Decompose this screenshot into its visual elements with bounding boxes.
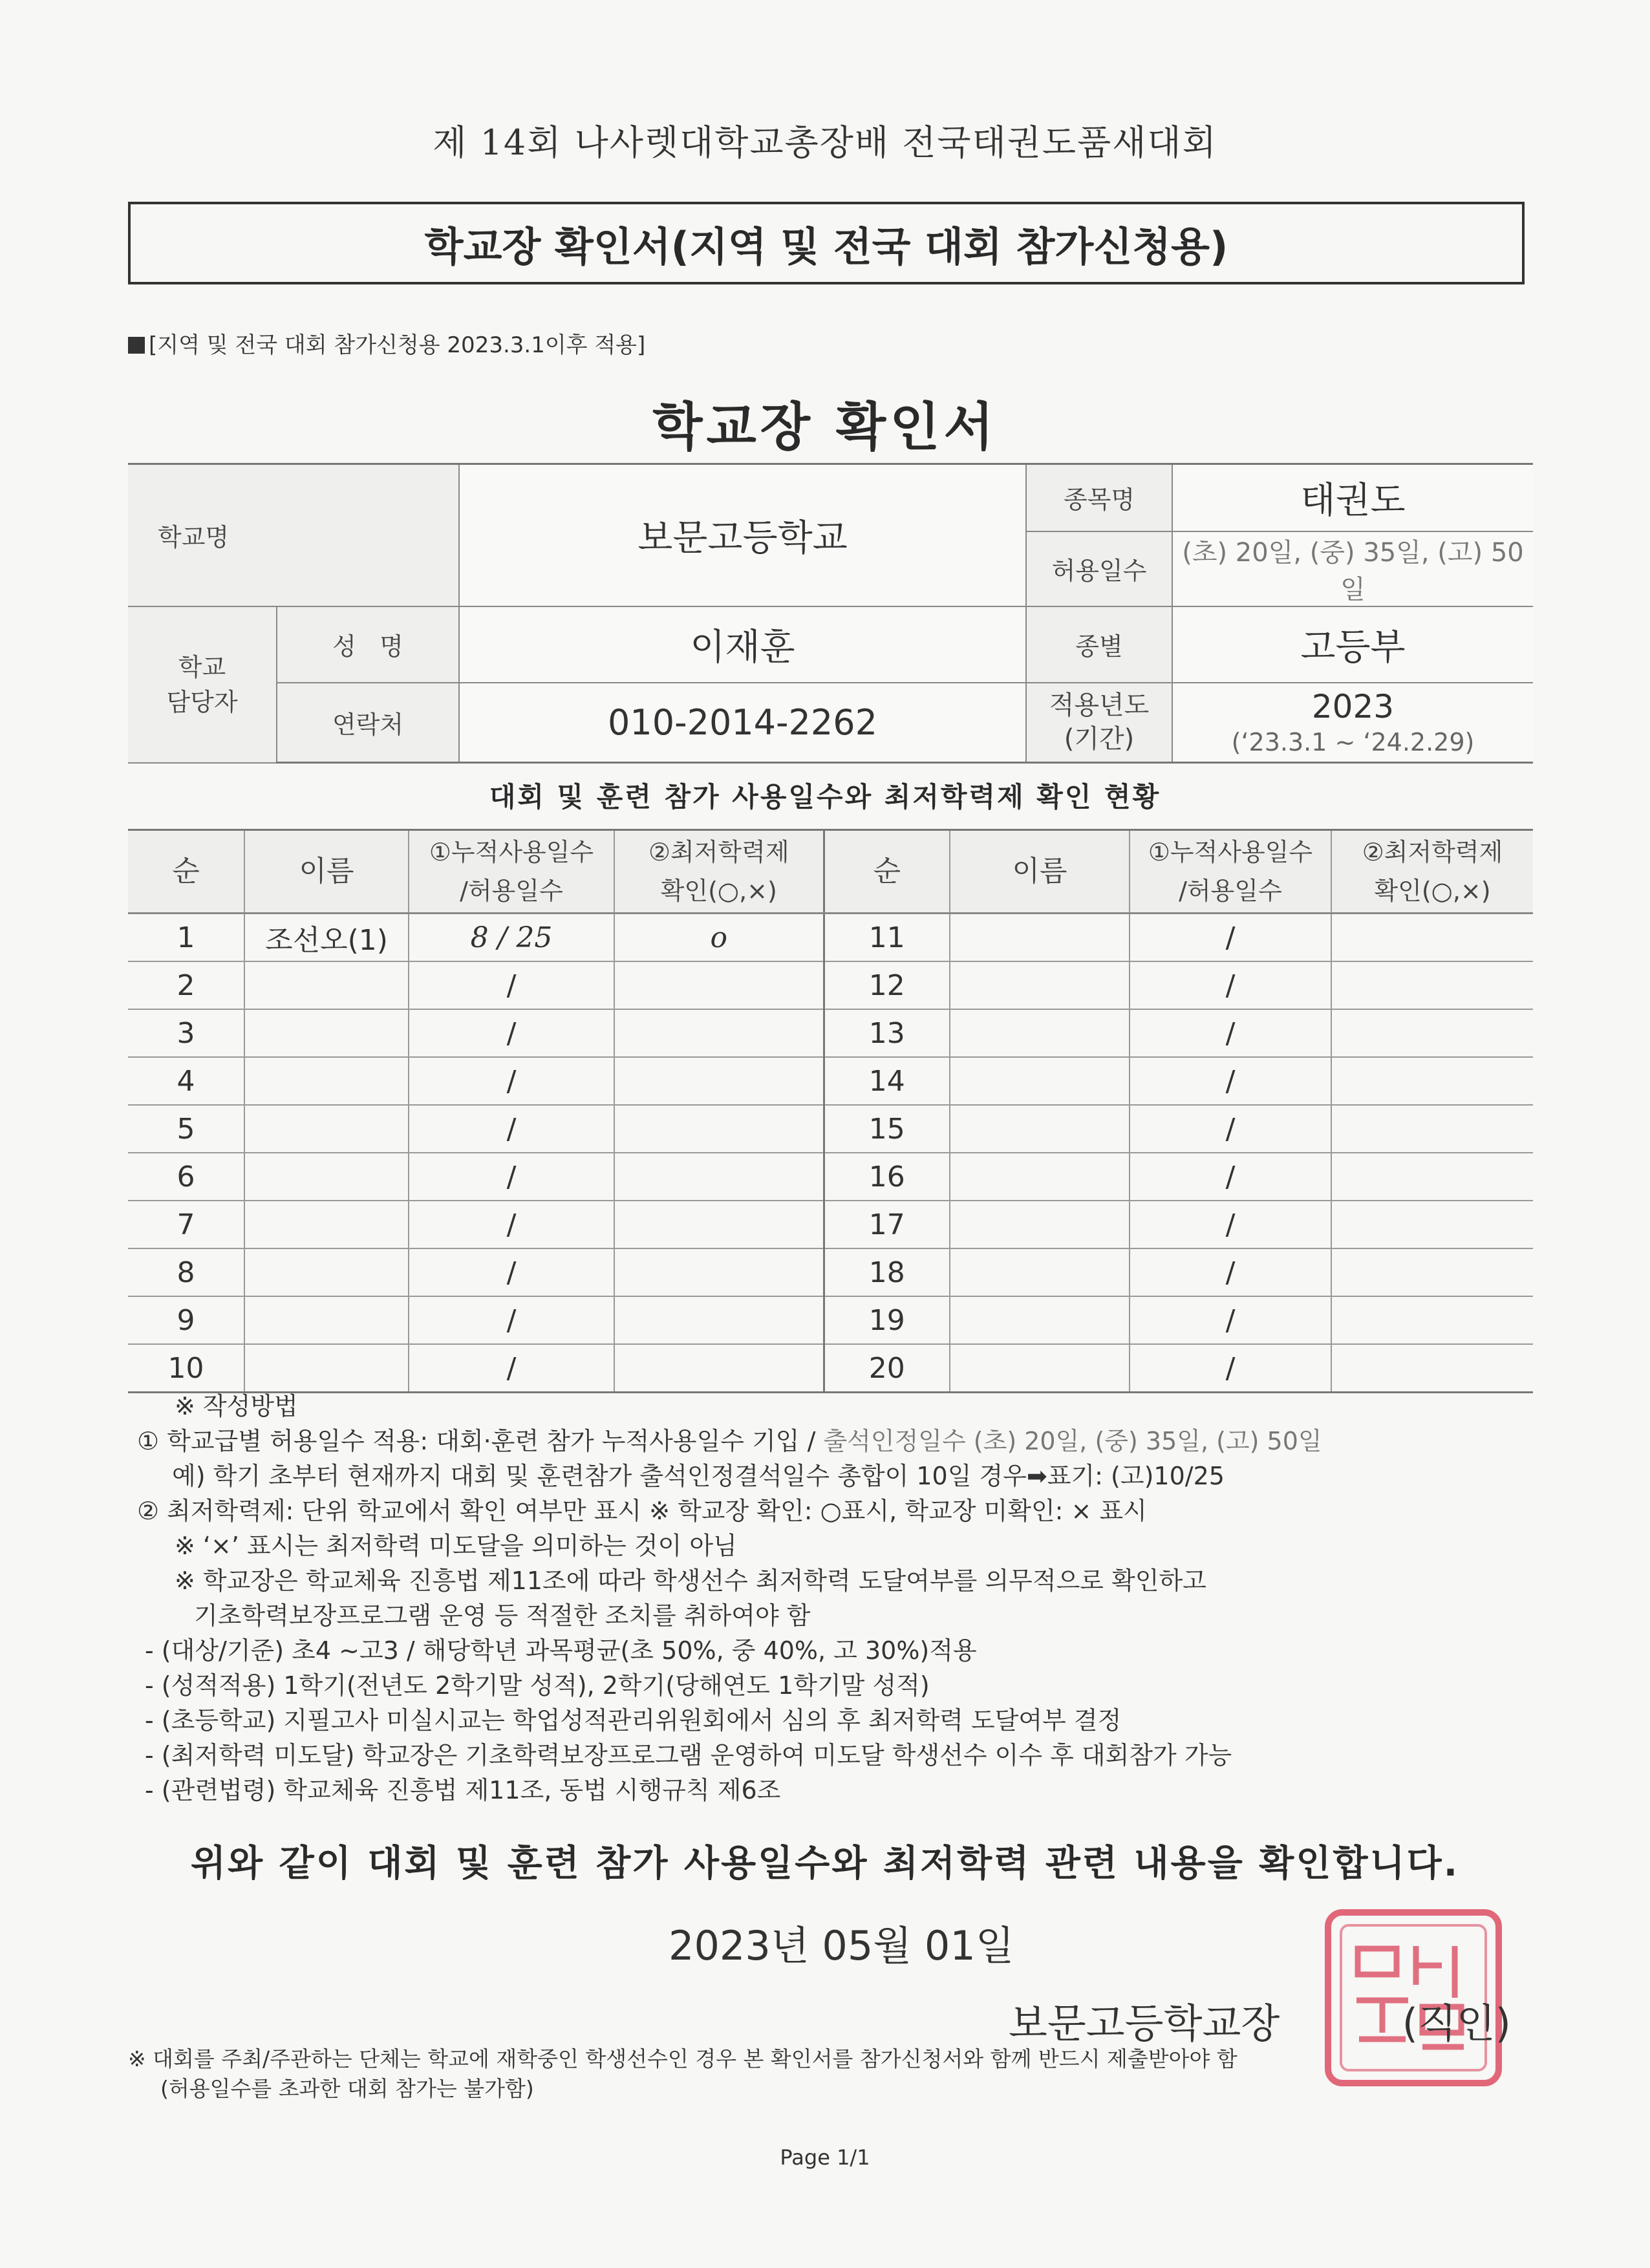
note-bullet-5: - (관련법령) 학교체육 진흥법 제11조, 동법 시행규칙 제6조 [145, 1776, 781, 1804]
square-bullet-icon [128, 337, 145, 354]
row-check [1331, 961, 1533, 1009]
usage-row [128, 1153, 1533, 1201]
apply-year-cell [1172, 683, 1533, 763]
row-name [950, 1344, 1130, 1393]
row-no: 20 [824, 1344, 950, 1393]
row-check [1331, 1153, 1533, 1201]
row-name [950, 1201, 1130, 1248]
row-days: / [409, 1296, 614, 1344]
row-no: 8 [128, 1248, 244, 1296]
sport-label: 종목명 [1026, 464, 1172, 531]
boxed-form-title: 학교장 확인서(지역 및 전국 대회 참가신청용) [128, 202, 1525, 284]
sport-value: 태권도 [1172, 464, 1533, 531]
school-name-label: 학교명 [128, 464, 459, 606]
row-no: 9 [128, 1296, 244, 1344]
row-name [244, 1201, 409, 1248]
row-name [950, 1248, 1130, 1296]
footnote-line-2: (허용일수를 초과한 대회 참가는 불가함) [160, 2076, 534, 2101]
row-name [950, 1153, 1130, 1201]
row-name [244, 1009, 409, 1057]
row-days: / [1130, 1105, 1331, 1153]
row-no: 5 [128, 1105, 244, 1153]
row-days: 8 / 25 [409, 914, 614, 962]
row-no: 2 [128, 961, 244, 1009]
row-no: 1 [128, 914, 244, 962]
division-value: 고등부 [1172, 606, 1533, 683]
row-name [244, 1105, 409, 1153]
usage-row [128, 1248, 1533, 1296]
row-name [950, 914, 1130, 962]
row-name [244, 1057, 409, 1105]
row-no: 13 [824, 1009, 950, 1057]
row-name [950, 961, 1130, 1009]
row-days: / [409, 1057, 614, 1105]
row-check [1331, 914, 1533, 962]
usage-row [128, 1009, 1533, 1057]
row-check [614, 961, 824, 1009]
manager-name-label: 성 명 [277, 606, 459, 683]
row-check [1331, 1248, 1533, 1296]
row-check [614, 1344, 824, 1393]
row-name: 조선오(1) [244, 914, 409, 962]
row-check [1331, 1296, 1533, 1344]
row-days: / [1130, 914, 1331, 962]
allowed-days-label: 허용일수 [1026, 531, 1172, 606]
note-bullet-4: - (최저학력 미도달) 학교장은 기초학력보장프로그램 운영하여 미도달 학생선수 이수 후 대회참가 가능 [145, 1741, 1232, 1770]
usage-row [128, 961, 1533, 1009]
row-no: 10 [128, 1344, 244, 1393]
row-days: / [409, 1009, 614, 1057]
row-days: / [1130, 1153, 1331, 1201]
seal-label: (직인) [1402, 2000, 1511, 2047]
main-title: 학교장 확인서 [652, 397, 998, 457]
row-no: 3 [128, 1009, 244, 1057]
row-name [244, 961, 409, 1009]
row-name [244, 1248, 409, 1296]
header-name: 이름 [950, 830, 1130, 914]
school-info-table [128, 463, 1533, 764]
note-item-2-remark-3: 기초학력보장프로그램 운영 등 적절한 조치를 취하여야 함 [194, 1601, 811, 1630]
school-name-value: 보문고등학교 [459, 464, 1026, 606]
note-item-2: ② 최저학력제: 단위 학교에서 확인 여부만 표시 ※ 학교장 확인: ○표시, 학교장 미확인: × 표시 [137, 1497, 1147, 1525]
row-name [950, 1057, 1130, 1105]
usage-row [128, 1344, 1533, 1393]
page-number: Page 1/1 [780, 2145, 870, 2170]
note-item-2-remark-1: ※ ‘×’ 표시는 최저학력 미도달을 의미하는 것이 아님 [175, 1532, 737, 1560]
usage-row [128, 1296, 1533, 1344]
row-days: / [1130, 1057, 1331, 1105]
manager-label: 학교 담당자 [128, 606, 277, 763]
row-no: 17 [824, 1201, 950, 1248]
row-check [1331, 1344, 1533, 1393]
usage-row [128, 914, 1533, 962]
row-check [614, 1248, 824, 1296]
usage-row [128, 1057, 1533, 1105]
row-no: 15 [824, 1105, 950, 1153]
apply-note-text: [지역 및 전국 대회 참가신청용 2023.3.1이후 적용] [149, 332, 646, 358]
row-name [244, 1344, 409, 1393]
header-days: ①누적사용일수 /허용일수 [1130, 830, 1331, 914]
row-check [614, 1201, 824, 1248]
apply-year-value: 2023 [1311, 688, 1395, 726]
competition-title: 제 14회 나사렛대학교총장배 전국태권도품새대회 [433, 122, 1217, 163]
notes-heading: ※ 작성방법 [175, 1392, 298, 1420]
row-days: / [409, 961, 614, 1009]
contact-label: 연락처 [277, 683, 459, 763]
row-days: / [1130, 1201, 1331, 1248]
row-days: / [409, 1344, 614, 1393]
apply-note [128, 327, 645, 359]
row-check [1331, 1105, 1533, 1153]
row-days: / [1130, 1344, 1331, 1393]
header-no: 순 [128, 830, 244, 914]
row-no: 11 [824, 914, 950, 962]
note-item-2-remark-2: ※ 학교장은 학교체육 진흥법 제11조에 따라 학생선수 최저학력 도달여부를 의무적으로 확인하고 [175, 1567, 1206, 1595]
note-bullet-1: - (대상/기준) 초4 ~고3 / 해당학년 과목평균(초 50%, 중 40%, 고 30%)적용 [145, 1636, 977, 1665]
row-no: 12 [824, 961, 950, 1009]
row-check [1331, 1009, 1533, 1057]
row-no: 19 [824, 1296, 950, 1344]
row-check [614, 1057, 824, 1105]
note-bullet-3: - (초등학교) 지필고사 미실시교는 학업성적관리위원회에서 심의 후 최저학력 도달여부 결정 [145, 1706, 1122, 1735]
row-name [244, 1153, 409, 1201]
confirm-statement: 위와 같이 대회 및 훈련 참가 사용일수와 최저학력 관련 내용을 확인합니다. [190, 1843, 1460, 1885]
row-check [614, 1296, 824, 1344]
row-name [950, 1296, 1130, 1344]
row-days: / [409, 1153, 614, 1201]
usage-table [128, 829, 1533, 1393]
row-days: / [409, 1105, 614, 1153]
footnote-line-1: ※ 대회를 주최/주관하는 단체는 학교에 재학중인 학생선수인 경우 본 확인서를 참가신청서와 함께 반드시 제출받아야 함 [128, 2046, 1238, 2071]
row-days: / [1130, 1009, 1331, 1057]
row-check [614, 1105, 824, 1153]
row-check [1331, 1201, 1533, 1248]
row-name [950, 1105, 1130, 1153]
division-label: 종별 [1026, 606, 1172, 683]
principal-title: 보문고등학교장 [1009, 2000, 1280, 2047]
row-no: 7 [128, 1201, 244, 1248]
usage-row [128, 1201, 1533, 1248]
confirm-date: 2023년 05월 01일 [669, 1922, 1014, 1969]
writing-instructions [137, 1389, 1575, 1808]
header-check: ②최저학력제 확인(○,×) [614, 830, 824, 914]
apply-year-label: 적용년도 (기간) [1026, 683, 1172, 763]
principal-signature [1009, 1991, 1511, 2049]
row-name [950, 1009, 1130, 1057]
row-days: / [409, 1248, 614, 1296]
row-days: / [409, 1201, 614, 1248]
row-check [614, 1009, 824, 1057]
row-name [244, 1296, 409, 1344]
row-days: / [1130, 1248, 1331, 1296]
footnote [128, 2044, 1550, 2104]
row-days: / [1130, 961, 1331, 1009]
note-item-1-example: 예) 학기 초부터 현재까지 대회 및 훈련참가 출석인정결석일수 총합이 10일 경우➡표기: (고)10/25 [172, 1462, 1225, 1490]
note-item-1: ① 학교급별 허용일수 적용: 대회·훈련 참가 누적사용일수 기입 / 출석인정일수 (초) 20일, (중) 35일, (고) 50일 [137, 1427, 1322, 1455]
header-check: ②최저학력제 확인(○,×) [1331, 830, 1533, 914]
manager-name-value: 이재훈 [459, 606, 1026, 683]
apply-period-value: (‘23.3.1 ~ ‘24.2.29) [1231, 728, 1475, 757]
row-no: 14 [824, 1057, 950, 1105]
row-no: 4 [128, 1057, 244, 1105]
header-name: 이름 [244, 830, 409, 914]
row-check [1331, 1057, 1533, 1105]
row-check: o [614, 914, 824, 962]
row-days: / [1130, 1296, 1331, 1344]
note-bullet-2: - (성적적용) 1학기(전년도 2학기말 성적), 2학기(당해연도 1학기말 성적) [145, 1671, 930, 1700]
header-days: ①누적사용일수 /허용일수 [409, 830, 614, 914]
header-no: 순 [824, 830, 950, 914]
row-check [614, 1153, 824, 1201]
allowed-days-value: (초) 20일, (중) 35일, (고) 50일 [1172, 531, 1533, 606]
usage-row [128, 1105, 1533, 1153]
row-no: 6 [128, 1153, 244, 1201]
contact-value: 010-2014-2262 [459, 683, 1026, 763]
row-no: 16 [824, 1153, 950, 1201]
usage-section-title: 대회 및 훈련 참가 사용일수와 최저학력제 확인 현황 [489, 781, 1161, 813]
row-no: 18 [824, 1248, 950, 1296]
